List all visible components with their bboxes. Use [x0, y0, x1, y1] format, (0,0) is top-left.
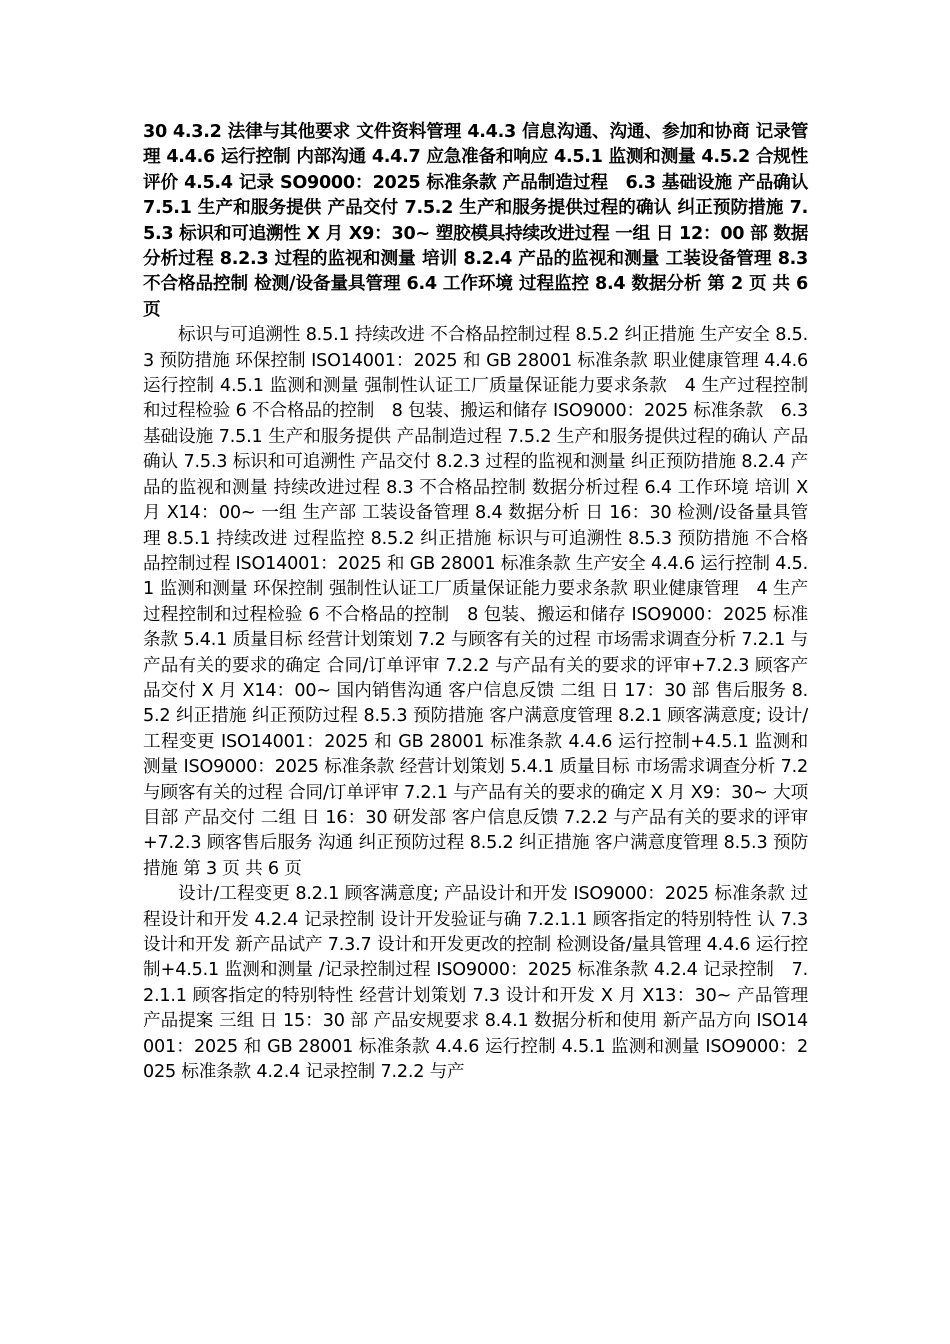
paragraph-audit-plan-header: 30 4.3.2 法律与其他要求 文件资料管理 4.4.3 信息沟通、沟通、参加和协商 记录管理 4.4.6 运行控制 内部沟通 4.4.7 应急准备和响应 4.5.1 监测和测量 4.5.2 合规性评价 4.5.4 记录 SO9000：2025 标准条款 产品制造过程 6.3 基础设施 产品确认 7.5.1 生产和服务提供 产品交付 7.5.2 生产和服务提供过程的确认 纠正预防措施 7.5.3 标识和可追溯性 X 月 X9：30~ 塑胶模具持续改进过程 一组 日 12：00 部 数据分析过程 8.2.3 过程的监视和测量 培训 8.2.4 产品的监视和测量 工装设备管理 8.3 不合格品控制 检测/设备量具管理 6.4 工作环境 过程监控 8.4 数据分析 第 2 页 共 6 页	[143, 122, 808, 320]
paragraph-audit-plan-body: 标识与可追溯性 8.5.1 持续改进 不合格品控制过程 8.5.2 纠正措施 生产安全 8.5.3 预防措施 环保控制 ISO14001：2025 和 GB 28001 标准条款 职业健康管理 4.4.6 运行控制 4.5.1 监测和测量 强制性认证工厂质量保证能力要求条款 4 生产过程控制和过程检验 6 不合格品的控制 8 包装、搬运和储存 ISO9000：2025 标准条款 6.3 基础设施 7.5.1 生产和服务提供 产品制造过程 7.5.2 生产和服务提供过程的确认 产品确认 7.5.3 标识和可追溯性 产品交付 8.2.3 过程的监视和测量 纠正预防措施 8.2.4 产品的监视和测量 持续改进过程 8.3 不合格品控制 数据分析过程 6.4 工作环境 培训 X 月 X14：00~ 一组 生产部 工装设备管理 8.4 数据分析 日 16：30 检测/设备量具管理 8.5.1 持续改进 过程监控 8.5.2 纠正措施 标识与可追溯性 8.5.3 预防措施 不合格品控制过程 ISO14001：2025 和 GB 28001 标准条款 生产安全 4.4.6 运行控制 4.5.1 监测和测量 环保控制 强制性认证工厂质量保证能力要求条款 职业健康管理 4 生产过程控制和过程检验 6 不合格品的控制 8 包装、搬运和储存 ISO9000：2025 标准条款 5.4.1 质量目标 经营计划策划 7.2 与顾客有关的过程 市场需求调查分析 7.2.1 与产品有关的要求的确定 合同/订单评审 7.2.2 与产品有关的要求的评审+7.2.3 顾客产品交付 X 月 X14：00~ 国内销售沟通 客户信息反馈 二组 日 17：30 部 售后服务 8.5.2 纠正措施 纠正预防过程 8.5.3 预防措施 客户满意度管理 8.2.1 顾客满意度; 设计/工程变更 ISO14001：2025 和 GB 28001 标准条款 4.4.6 运行控制+4.5.1 监测和测量 ISO9000：2025 标准条款 经营计划策划 5.4.1 质量目标 市场需求调查分析 7.2 与顾客有关的过程 合同/订单评审 7.2.1 与产品有关的要求的确定 X 月 X9：30~ 大项目部 产品交付 二组 日 16：30 研发部 客户信息反馈 7.2.2 与产品有关的要求的评审+7.2.3 顾客售后服务 沟通 纠正预防过程 8.5.2 纠正措施 客户满意度管理 8.5.3 预防措施 第 3 页 共 6 页	[143, 325, 808, 879]
document-page	[143, 120, 808, 1085]
paragraph-design-development: 设计/工程变更 8.2.1 顾客满意度; 产品设计和开发 ISO9000：2025 标准条款 过程设计和开发 4.2.4 记录控制 设计开发验证与确 7.2.1.1 顾客指定的特别特性 认 7.3 设计和开发 新产品试产 7.3.7 设计和开发更改的控制 检测设备/量具管理 4.4.6 运行控制+4.5.1 监测和测量 /记录控制过程 ISO9000：2025 标准条款 4.2.4 记录控制 7.2.1.1 顾客指定的特别特性 经营计划策划 7.3 设计和开发 X 月 X13：30~ 产品管理产品提案 三组 日 15：30 部 产品安规要求 8.4.1 数据分析和使用 新产品方向 ISO14001：2025 和 GB 28001 标准条款 4.4.6 运行控制 4.5.1 监测和测量 ISO9000：2025 标准条款 4.2.4 记录控制 7.2.2 与产	[143, 884, 808, 1083]
